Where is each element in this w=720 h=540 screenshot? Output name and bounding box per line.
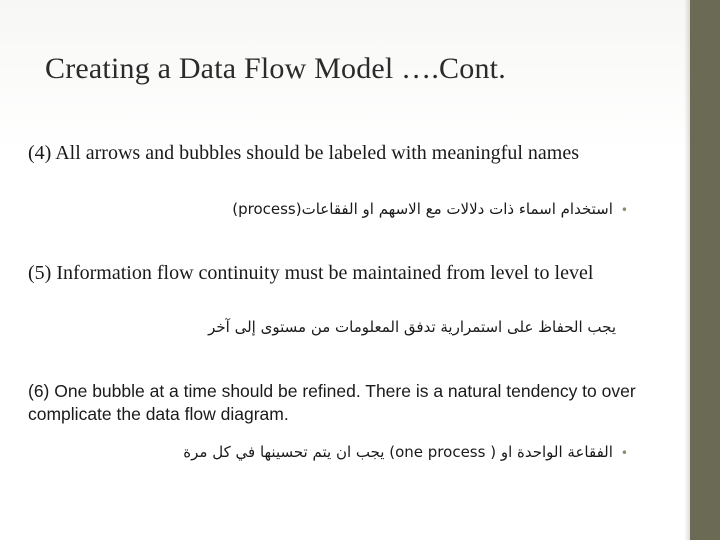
point-5-text: (5) Information flow continuity must be maintained from level to level <box>28 262 594 284</box>
point-5-arabic-text: يجب الحفاظ على استمرارية تدفق المعلومات من مستوى إلى آخر <box>208 318 616 336</box>
point-4-arabic <box>232 200 628 218</box>
point-6-text: (6) One bubble at a time should be refined. There is a natural tendency to over complicate the data flow diagram. <box>28 381 636 424</box>
bullet-icon: • <box>620 203 628 217</box>
side-accent-bar <box>690 0 720 540</box>
point-5-arabic <box>208 318 616 336</box>
slide-title: Creating a Data Flow Model ….Cont. <box>45 52 506 85</box>
point-4-arabic-text: استخدام اسماء ذات دلالات مع الاسهم او الفقاعات(process) <box>232 200 613 218</box>
point-6-arabic <box>183 443 628 461</box>
point-6-arabic-text: الفقاعة الواحدة او ( one process) يجب ان يتم تحسينها في كل مرة <box>183 443 613 461</box>
point-4-text: (4) All arrows and bubbles should be labeled with meaningful names <box>28 142 579 164</box>
bullet-icon: • <box>620 446 628 460</box>
